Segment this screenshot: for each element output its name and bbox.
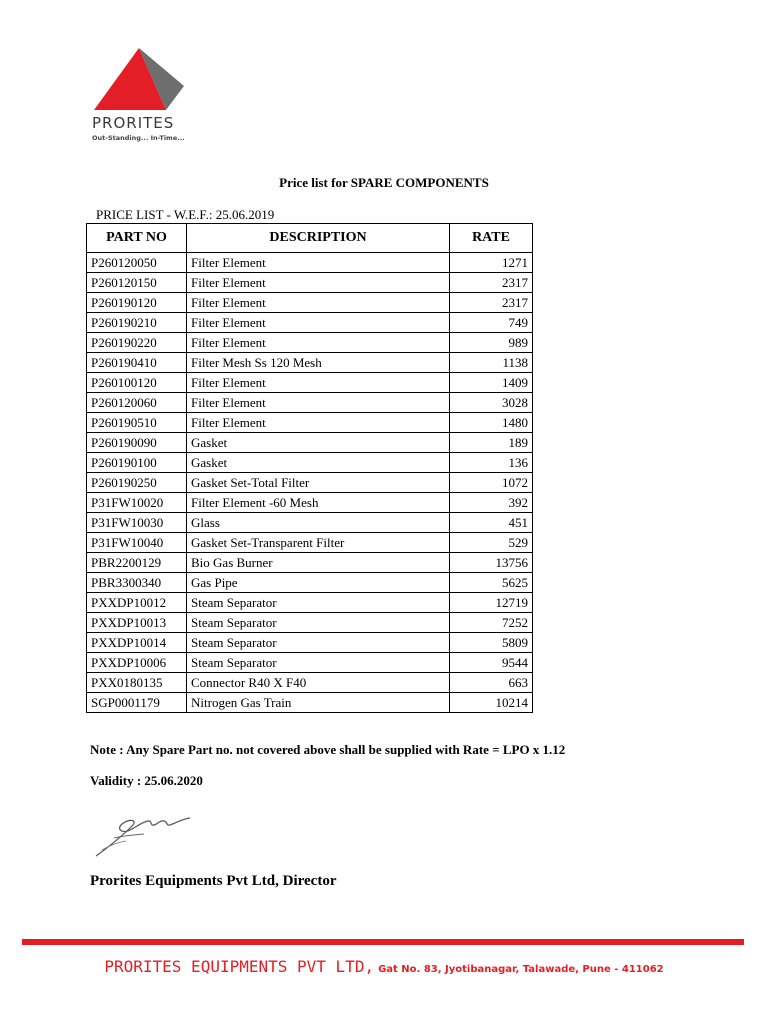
cell-part-no: P260100120	[87, 373, 187, 393]
table-row	[87, 653, 533, 673]
cell-description: Filter Element	[187, 373, 450, 393]
cell-description: Gas Pipe	[187, 573, 450, 593]
signature-image	[92, 808, 202, 860]
cell-part-no: P260190250	[87, 473, 187, 493]
logo-triangle-icon	[94, 44, 184, 116]
footer	[0, 957, 768, 977]
table-row	[87, 513, 533, 533]
table-row	[87, 333, 533, 353]
document-title: Price list for SPARE COMPONENTS	[279, 175, 489, 190]
table-row	[87, 433, 533, 453]
cell-part-no: P260190090	[87, 433, 187, 453]
table-row	[87, 293, 533, 313]
cell-rate: 989	[450, 333, 533, 353]
cell-part-no: PXX0180135	[87, 673, 187, 693]
cell-rate: 12719	[450, 593, 533, 613]
cell-part-no: P260120050	[87, 253, 187, 273]
cell-description: Gasket	[187, 453, 450, 473]
cell-rate: 1271	[450, 253, 533, 273]
table-row	[87, 633, 533, 653]
pricing-note: Note : Any Spare Part no. not covered above shall be supplied with Rate = LPO x 1.12	[90, 742, 566, 757]
cell-rate: 189	[450, 433, 533, 453]
table-row	[87, 553, 533, 573]
table-row	[87, 353, 533, 373]
cell-part-no: P260190410	[87, 353, 187, 373]
company-logo	[90, 44, 200, 148]
cell-description: Connector R40 X F40	[187, 673, 450, 693]
table-row	[87, 473, 533, 493]
cell-part-no: PXXDP10006	[87, 653, 187, 673]
cell-part-no: P260120060	[87, 393, 187, 413]
validity-date: Validity : 25.06.2020	[90, 773, 203, 788]
cell-part-no: SGP0001179	[87, 693, 187, 713]
cell-description: Filter Element	[187, 253, 450, 273]
footer-company-name: PRORITES EQUIPMENTS PVT LTD,	[104, 957, 375, 976]
footer-divider	[22, 939, 744, 945]
cell-rate: 749	[450, 313, 533, 333]
cell-description: Gasket Set-Transparent Filter	[187, 533, 450, 553]
cell-description: Filter Element -60 Mesh	[187, 493, 450, 513]
cell-rate: 529	[450, 533, 533, 553]
cell-part-no: P31FW10020	[87, 493, 187, 513]
signatory-line: Prorites Equipments Pvt Ltd, Director	[90, 873, 337, 889]
cell-rate: 136	[450, 453, 533, 473]
cell-description: Filter Element	[187, 273, 450, 293]
cell-description: Filter Element	[187, 333, 450, 353]
cell-description: Steam Separator	[187, 633, 450, 653]
cell-rate: 1409	[450, 373, 533, 393]
cell-part-no: P260190220	[87, 333, 187, 353]
table-row	[87, 693, 533, 713]
cell-description: Bio Gas Burner	[187, 553, 450, 573]
cell-rate: 392	[450, 493, 533, 513]
cell-rate: 13756	[450, 553, 533, 573]
cell-rate: 7252	[450, 613, 533, 633]
table-row	[87, 313, 533, 333]
cell-description: Filter Element	[187, 393, 450, 413]
cell-rate: 2317	[450, 273, 533, 293]
price-table	[86, 223, 533, 713]
cell-part-no: P31FW10040	[87, 533, 187, 553]
table-row	[87, 593, 533, 613]
cell-part-no: P260120150	[87, 273, 187, 293]
cell-part-no: P260190510	[87, 413, 187, 433]
header-description: DESCRIPTION	[187, 224, 450, 253]
table-row	[87, 393, 533, 413]
table-row	[87, 453, 533, 473]
cell-description: Glass	[187, 513, 450, 533]
cell-part-no: P260190120	[87, 293, 187, 313]
logo-brand-name: PRORITES	[92, 114, 175, 132]
cell-rate: 5809	[450, 633, 533, 653]
cell-description: Filter Mesh Ss 120 Mesh	[187, 353, 450, 373]
cell-rate: 1138	[450, 353, 533, 373]
table-row	[87, 413, 533, 433]
cell-part-no: PBR2200129	[87, 553, 187, 573]
cell-part-no: PXXDP10013	[87, 613, 187, 633]
cell-part-no: P260190100	[87, 453, 187, 473]
cell-rate: 1072	[450, 473, 533, 493]
cell-description: Gasket Set-Total Filter	[187, 473, 450, 493]
cell-rate: 3028	[450, 393, 533, 413]
cell-description: Gasket	[187, 433, 450, 453]
logo-tagline: Out-Standing... In-Time...	[92, 134, 185, 142]
cell-part-no: PBR3300340	[87, 573, 187, 593]
header-rate: RATE	[450, 224, 533, 253]
cell-description: Filter Element	[187, 313, 450, 333]
table-row	[87, 673, 533, 693]
table-row	[87, 573, 533, 593]
cell-description: Steam Separator	[187, 613, 450, 633]
table-row	[87, 533, 533, 553]
cell-description: Filter Element	[187, 293, 450, 313]
footer-address: Gat No. 83, Jyotibanagar, Talawade, Pune - 411062	[378, 964, 664, 975]
table-row	[87, 253, 533, 273]
cell-part-no: P260190210	[87, 313, 187, 333]
cell-rate: 1480	[450, 413, 533, 433]
price-list-label: PRICE LIST - W.E.F.: 25.06.2019	[96, 207, 275, 222]
cell-rate: 663	[450, 673, 533, 693]
cell-part-no: PXXDP10012	[87, 593, 187, 613]
cell-rate: 451	[450, 513, 533, 533]
header-part-no: PART NO	[87, 224, 187, 253]
table-row	[87, 613, 533, 633]
cell-rate: 9544	[450, 653, 533, 673]
table-row	[87, 373, 533, 393]
table-row	[87, 273, 533, 293]
cell-rate: 2317	[450, 293, 533, 313]
cell-part-no: P31FW10030	[87, 513, 187, 533]
cell-part-no: PXXDP10014	[87, 633, 187, 653]
cell-rate: 10214	[450, 693, 533, 713]
table-row	[87, 493, 533, 513]
cell-rate: 5625	[450, 573, 533, 593]
cell-description: Steam Separator	[187, 593, 450, 613]
table-header-row	[87, 224, 533, 253]
cell-description: Nitrogen Gas Train	[187, 693, 450, 713]
cell-description: Steam Separator	[187, 653, 450, 673]
cell-description: Filter Element	[187, 413, 450, 433]
